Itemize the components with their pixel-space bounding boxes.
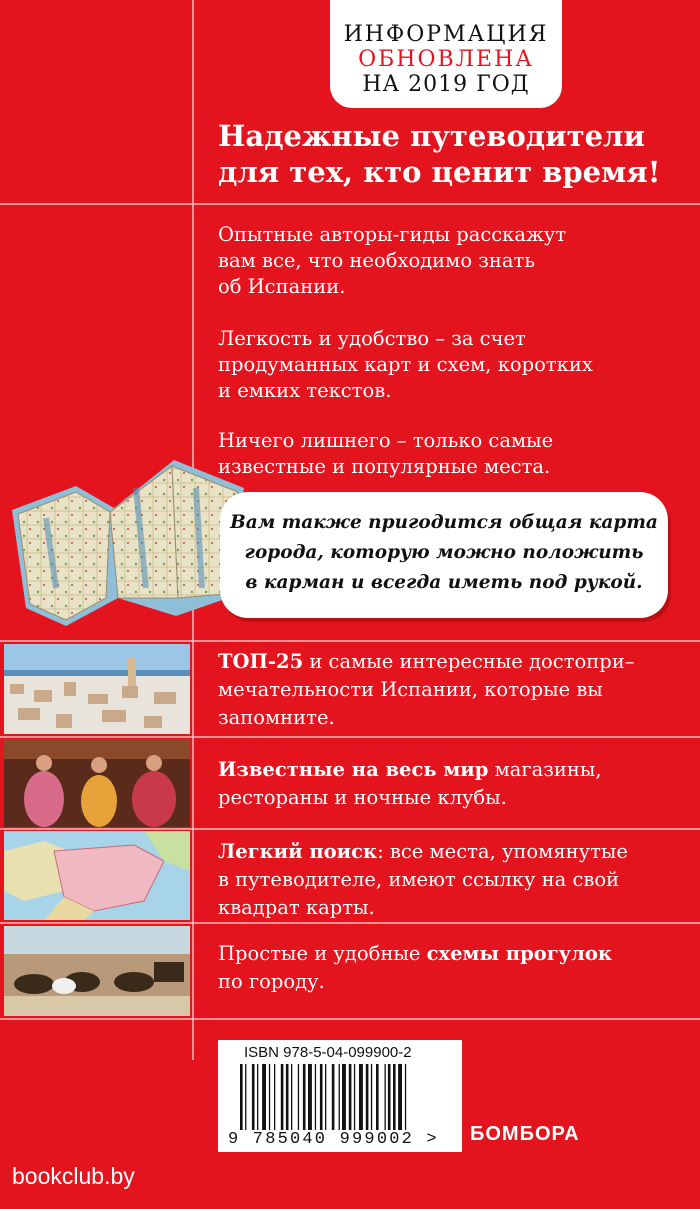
headline-line-1: Надежные путеводители bbox=[218, 119, 646, 153]
barcode-bar bbox=[245, 1064, 246, 1130]
barcode-bar bbox=[332, 1064, 335, 1130]
barcode-bar bbox=[388, 1064, 391, 1130]
barcode-bar bbox=[274, 1064, 275, 1130]
headline-line-2: для тех, кто ценит время! bbox=[218, 155, 661, 189]
barcode-bar bbox=[257, 1064, 258, 1130]
feature-1-line-3: запомните. bbox=[218, 706, 335, 729]
callout-line-3: в карман и всегда иметь под рукой. bbox=[245, 572, 643, 593]
badge-line-1: ИНФОРМАЦИЯ bbox=[343, 22, 549, 47]
feature-4-pre: Простые и удобные bbox=[218, 942, 427, 965]
barcode-digits: 9 785040 999002 > bbox=[228, 1130, 439, 1149]
divider-feature-4 bbox=[0, 1018, 700, 1020]
intro-paragraph-3 bbox=[218, 428, 688, 480]
feature-3-line-2: в путеводителе, имеют ссылку на свой bbox=[218, 868, 620, 891]
feature-2-line-1: магазины, bbox=[488, 758, 602, 781]
feature-2-bold: Известные на весь мир bbox=[218, 758, 489, 781]
intro-1-line-2: вам все, что необходимо знать bbox=[218, 249, 535, 272]
divider-feature-3 bbox=[0, 922, 700, 924]
divider-features-top bbox=[0, 640, 700, 642]
barcode-bar bbox=[262, 1064, 266, 1130]
divider-feature-2 bbox=[0, 828, 700, 830]
intro-paragraph-1 bbox=[218, 222, 688, 300]
feature-easy-search bbox=[218, 838, 688, 922]
intro-paragraph-2 bbox=[218, 326, 688, 404]
folded-map-image bbox=[6, 448, 251, 638]
intro-2-line-3: и емких текстов. bbox=[218, 379, 392, 402]
barcode-bar bbox=[240, 1064, 243, 1130]
feature-1-line-1: и самые интересные достопри– bbox=[303, 650, 635, 673]
barcode-bar bbox=[385, 1064, 386, 1130]
barcode-bar bbox=[354, 1064, 355, 1130]
barcode-bar bbox=[359, 1064, 363, 1130]
feature-4-line-2: по городу. bbox=[218, 970, 325, 993]
divider-headline bbox=[0, 203, 700, 205]
barcode-bar bbox=[320, 1064, 323, 1130]
barcode-bar bbox=[393, 1064, 396, 1130]
barcode-bar bbox=[342, 1064, 346, 1130]
badge-line-2: ОБНОВЛЕНА bbox=[358, 47, 534, 72]
badge-line-3: НА 2019 ГОД bbox=[362, 72, 530, 97]
barcode-bar bbox=[349, 1064, 352, 1130]
site-watermark: bookclub.by bbox=[12, 1163, 135, 1189]
barcode-bar bbox=[405, 1064, 406, 1130]
feature-2-line-2: рестораны и ночные клубы. bbox=[218, 786, 507, 809]
barcode-bar bbox=[281, 1064, 284, 1130]
spain-map-thumbnail bbox=[4, 831, 190, 920]
feature-1-bold: ТОП-25 bbox=[218, 650, 304, 673]
divider-feature-1 bbox=[0, 736, 700, 738]
barcode-bar bbox=[371, 1064, 372, 1130]
feature-shops bbox=[218, 756, 688, 812]
intro-1-line-1: Опытные авторы-гиды расскажут bbox=[218, 223, 567, 246]
city-panorama-photo bbox=[4, 644, 190, 734]
barcode-bar bbox=[376, 1064, 379, 1130]
feature-4-bold: схемы прогулок bbox=[426, 942, 612, 965]
update-badge bbox=[330, 0, 562, 108]
barcode-bar bbox=[252, 1064, 255, 1130]
headline bbox=[218, 118, 688, 190]
barcode-bar bbox=[303, 1064, 306, 1130]
pocket-map-callout bbox=[220, 492, 668, 618]
feature-3-line-3: квадрат карты. bbox=[218, 896, 375, 919]
flamenco-shop-photo bbox=[4, 739, 190, 827]
barcode-bar bbox=[339, 1064, 340, 1130]
isbn-barcode bbox=[218, 1040, 462, 1152]
intro-2-line-1: Легкость и удобство – за счет bbox=[218, 327, 526, 350]
barcode-bar bbox=[366, 1064, 369, 1130]
intro-3-line-1: Ничего лишнего – только самые bbox=[218, 429, 554, 452]
callout-line-2: города, которую можно положить bbox=[244, 542, 644, 563]
barcode-bar bbox=[325, 1064, 326, 1130]
horse-carriage-photo bbox=[4, 926, 190, 1016]
callout-line-1: Вам также пригодится общая карта bbox=[230, 512, 658, 533]
barcode-bar bbox=[398, 1064, 402, 1130]
feature-3-line-1: : все места, упомянутые bbox=[377, 840, 628, 863]
barcode-bar bbox=[298, 1064, 299, 1130]
publisher-logo: БОМБОРА bbox=[470, 1123, 580, 1145]
feature-3-bold: Легкий поиск bbox=[218, 840, 378, 863]
feature-top25 bbox=[218, 648, 688, 732]
barcode-bar bbox=[269, 1064, 270, 1130]
barcode-bar bbox=[308, 1064, 312, 1130]
feature-1-line-2: мечательности Испании, которые вы bbox=[218, 678, 603, 701]
barcode-bar bbox=[291, 1064, 292, 1130]
barcode-bar bbox=[315, 1064, 316, 1130]
isbn-number: ISBN 978-5-04-099900-2 bbox=[244, 1044, 412, 1061]
barcode-bar bbox=[286, 1064, 289, 1130]
intro-1-line-3: об Испании. bbox=[218, 275, 346, 298]
feature-walk-schemes bbox=[218, 940, 688, 996]
barcode-bars bbox=[240, 1064, 446, 1130]
intro-3-line-2: известные и популярные места. bbox=[218, 455, 551, 478]
intro-2-line-2: продуманных карт и схем, коротких bbox=[218, 353, 593, 376]
